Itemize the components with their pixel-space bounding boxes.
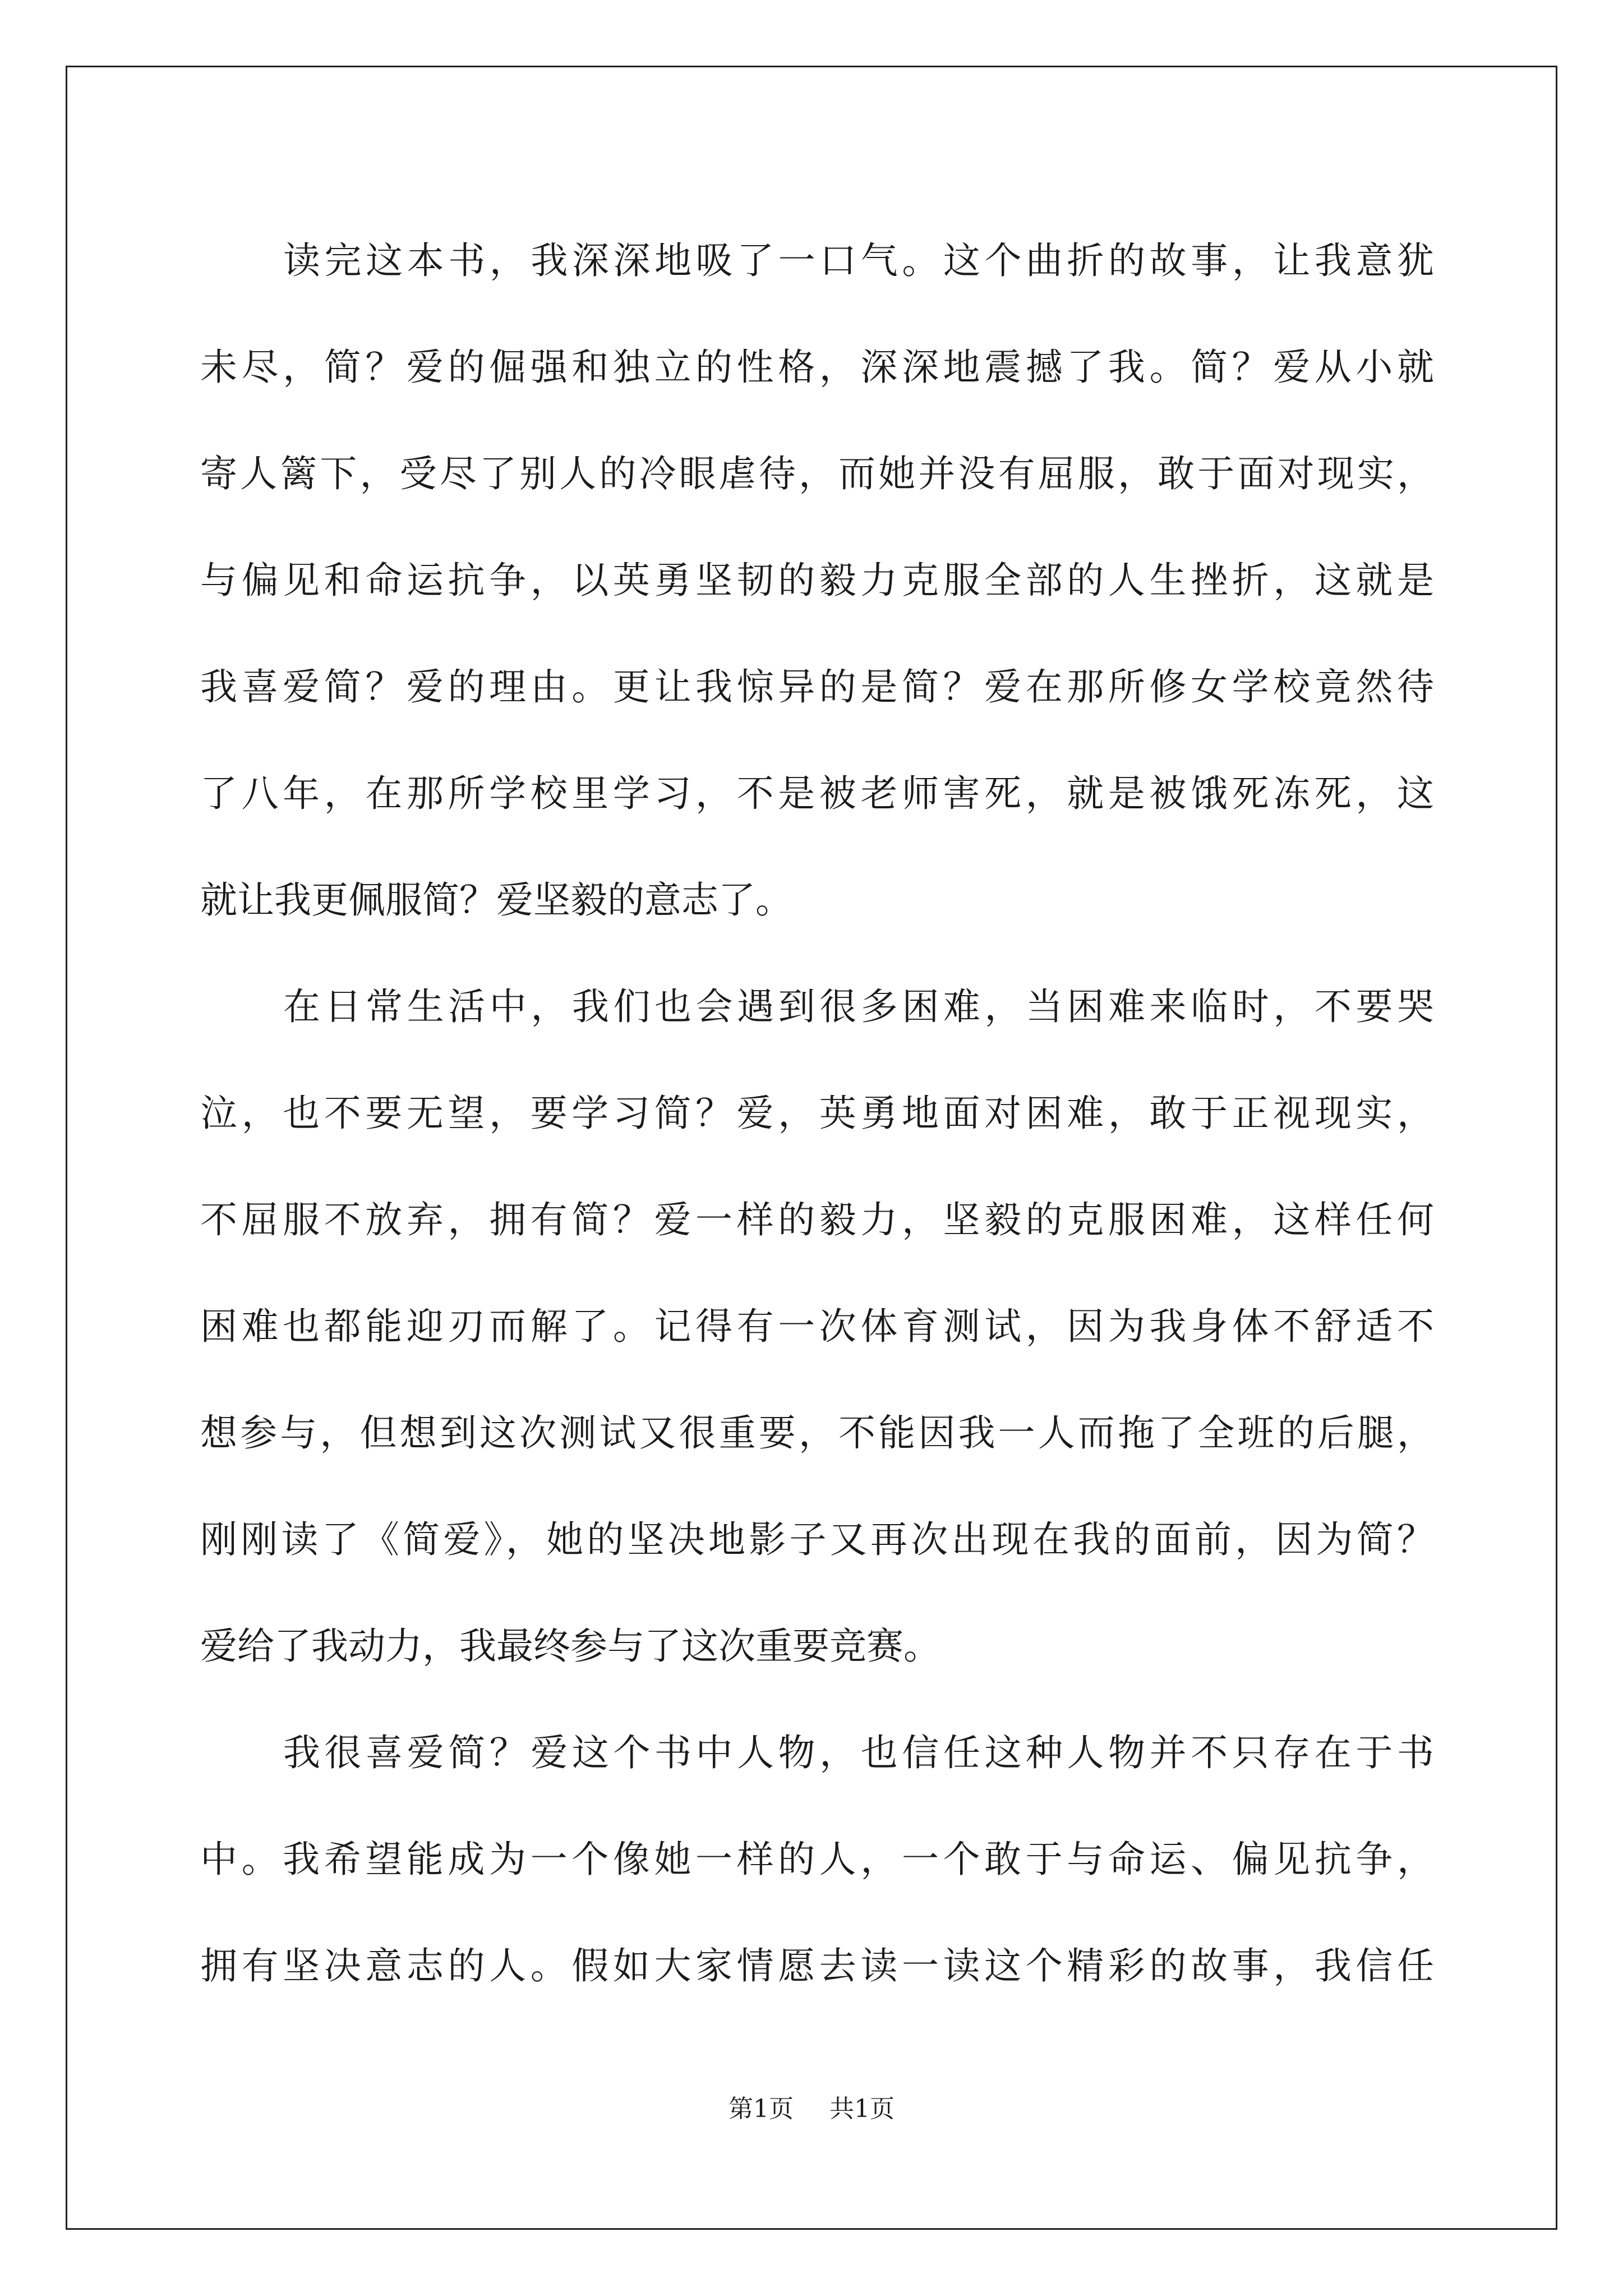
paragraph-3 [200,1700,1434,2019]
paragraph-line: 我很喜爱简？爱这个书中人物，也信任这种人物并不只存在于书 [283,1731,1434,1774]
paragraph-line: 拥有坚决意志的人。假如大家情愿去读一读这个精彩的故事，我信任 [200,1944,1434,1987]
paragraph-line: 不屈服不放弃，拥有简？爱一样的毅力，坚毅的克服困难，这样任何 [200,1198,1434,1241]
paragraph-line: 爱给了我动力，我最终参与了这次重要竞赛。 [200,1625,940,1668]
page-footer [0,2092,1623,2126]
page-count: 共1页 [829,2095,895,2123]
paragraph-line: 就让我更佩服简？爱坚毅的意志了。 [200,878,792,922]
paragraph-line: 了八年，在那所学校里学习，不是被老师害死，就是被饿死冻死，这 [200,772,1434,815]
document-body [200,208,1434,2019]
paragraph-1 [200,208,1434,954]
paragraph-line: 刚刚读了《简爱》，她的坚决地影子又再次出现在我的面前，因为简？ [200,1518,1434,1561]
paragraph-line: 未尽，简？爱的倔强和独立的性格，深深地震撼了我。简？爱从小就 [200,346,1434,389]
paragraph-2 [200,954,1434,1700]
paragraph-line: 中。我希望能成为一个像她一样的人，一个敢于与命运、偏见抗争， [200,1838,1434,1881]
page-number: 第1页 [728,2095,794,2123]
paragraph-line: 困难也都能迎刃而解了。记得有一次体育测试，因为我身体不舒适不 [200,1305,1434,1348]
paragraph-line: 泣，也不要无望，要学习简？爱，英勇地面对困难，敢于正视现实， [200,1092,1434,1135]
paragraph-line: 我喜爱简？爱的理由。更让我惊异的是简？爱在那所修女学校竟然待 [200,665,1434,708]
paragraph-line: 与偏见和命运抗争，以英勇坚韧的毅力克服全部的人生挫折，这就是 [200,559,1434,602]
paragraph-line: 在日常生活中，我们也会遇到很多困难，当困难来临时，不要哭 [283,985,1434,1028]
paragraph-line: 想参与，但想到这次测试又很重要，不能因我一人而拖了全班的后腿， [200,1411,1434,1455]
paragraph-line: 读完这本书，我深深地吸了一口气。这个曲折的故事，让我意犹 [283,239,1434,282]
paragraph-line: 寄人篱下，受尽了别人的冷眼虐待，而她并没有屈服，敢于面对现实， [200,452,1434,495]
